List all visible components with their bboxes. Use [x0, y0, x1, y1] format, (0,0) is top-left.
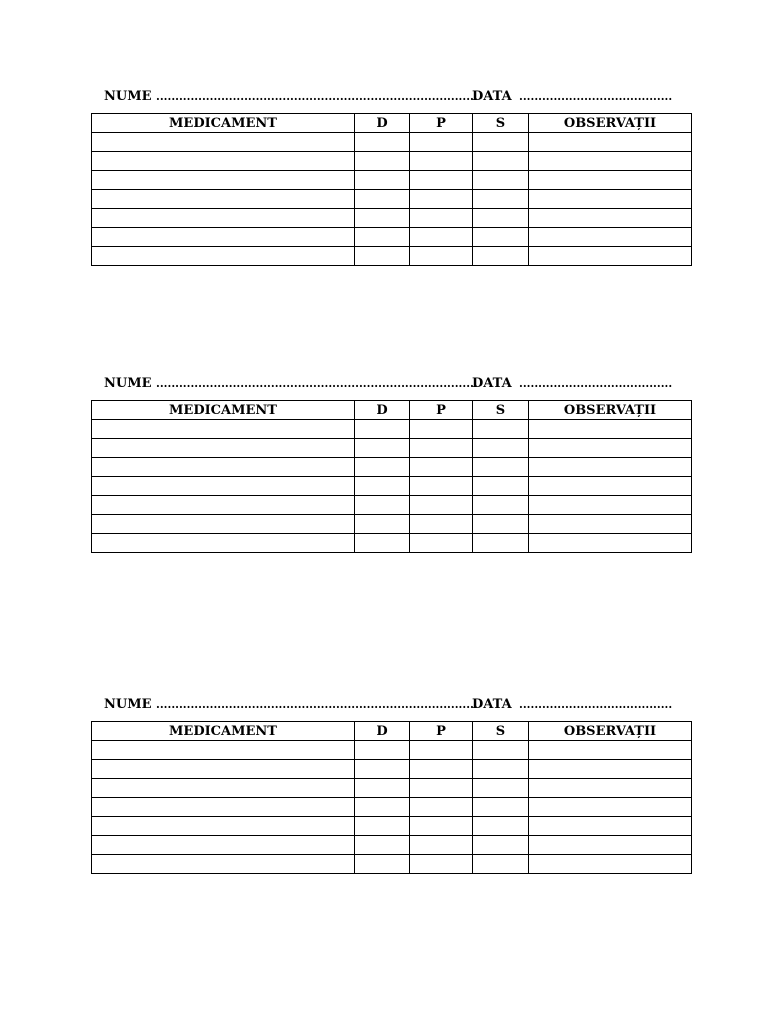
date-label: DATA [472, 697, 512, 712]
cell-p[interactable] [410, 855, 473, 874]
cell-d[interactable] [355, 458, 410, 477]
cell-observatii[interactable] [529, 439, 692, 458]
name-field[interactable]: .................................................................................... [156, 90, 478, 103]
cell-p[interactable] [410, 171, 473, 190]
cell-s[interactable] [473, 133, 529, 152]
date-field[interactable]: ........................................ [519, 377, 673, 390]
cell-medicament[interactable] [92, 741, 355, 760]
cell-d[interactable] [355, 760, 410, 779]
table-row [92, 171, 692, 190]
cell-p[interactable] [410, 760, 473, 779]
column-header-observatii: OBSERVAȚII [529, 401, 692, 420]
cell-medicament[interactable] [92, 133, 355, 152]
cell-medicament[interactable] [92, 477, 355, 496]
cell-s[interactable] [473, 439, 529, 458]
cell-observatii[interactable] [529, 798, 692, 817]
cell-s[interactable] [473, 247, 529, 266]
cell-observatii[interactable] [529, 458, 692, 477]
cell-p[interactable] [410, 152, 473, 171]
cell-observatii[interactable] [529, 247, 692, 266]
table-row [92, 515, 692, 534]
column-header-s: S [473, 722, 529, 741]
cell-p[interactable] [410, 515, 473, 534]
cell-s[interactable] [473, 420, 529, 439]
date-label: DATA [472, 376, 512, 391]
date-label: DATA [472, 89, 512, 104]
cell-observatii[interactable] [529, 534, 692, 553]
cell-medicament[interactable] [92, 855, 355, 874]
table-row [92, 209, 692, 228]
cell-s[interactable] [473, 228, 529, 247]
cell-d[interactable] [355, 420, 410, 439]
table-row [92, 247, 692, 266]
cell-p[interactable] [410, 817, 473, 836]
cell-p[interactable] [410, 534, 473, 553]
cell-s[interactable] [473, 171, 529, 190]
cell-d[interactable] [355, 779, 410, 798]
cell-observatii[interactable] [529, 190, 692, 209]
column-header-s: S [473, 401, 529, 420]
cell-medicament[interactable] [92, 171, 355, 190]
cell-s[interactable] [473, 741, 529, 760]
cell-p[interactable] [410, 439, 473, 458]
date-field[interactable]: ........................................ [519, 90, 673, 103]
cell-observatii[interactable] [529, 855, 692, 874]
medication-table [91, 113, 692, 266]
cell-observatii[interactable] [529, 760, 692, 779]
cell-s[interactable] [473, 534, 529, 553]
column-header-d: D [355, 722, 410, 741]
cell-s[interactable] [473, 209, 529, 228]
cell-s[interactable] [473, 760, 529, 779]
cell-d[interactable] [355, 534, 410, 553]
cell-medicament[interactable] [92, 836, 355, 855]
cell-s[interactable] [473, 817, 529, 836]
column-header-p: P [410, 114, 473, 133]
cell-medicament[interactable] [92, 152, 355, 171]
cell-p[interactable] [410, 190, 473, 209]
cell-medicament[interactable] [92, 420, 355, 439]
cell-p[interactable] [410, 420, 473, 439]
form-header [104, 374, 684, 394]
table-header-row [92, 114, 692, 133]
cell-d[interactable] [355, 439, 410, 458]
cell-s[interactable] [473, 477, 529, 496]
cell-observatii[interactable] [529, 152, 692, 171]
cell-s[interactable] [473, 190, 529, 209]
cell-s[interactable] [473, 515, 529, 534]
cell-medicament[interactable] [92, 779, 355, 798]
cell-d[interactable] [355, 228, 410, 247]
cell-observatii[interactable] [529, 477, 692, 496]
cell-d[interactable] [355, 515, 410, 534]
cell-d[interactable] [355, 817, 410, 836]
cell-observatii[interactable] [529, 209, 692, 228]
table-row [92, 817, 692, 836]
column-header-medicament: MEDICAMENT [92, 114, 355, 133]
cell-d[interactable] [355, 209, 410, 228]
cell-d[interactable] [355, 798, 410, 817]
cell-medicament[interactable] [92, 817, 355, 836]
cell-s[interactable] [473, 779, 529, 798]
column-header-medicament: MEDICAMENT [92, 722, 355, 741]
cell-medicament[interactable] [92, 228, 355, 247]
form-header [104, 87, 684, 107]
table-row [92, 741, 692, 760]
cell-p[interactable] [410, 458, 473, 477]
table-row [92, 534, 692, 553]
cell-medicament[interactable] [92, 190, 355, 209]
table-row [92, 798, 692, 817]
cell-p[interactable] [410, 477, 473, 496]
cell-d[interactable] [355, 496, 410, 515]
column-header-observatii: OBSERVAȚII [529, 722, 692, 741]
cell-d[interactable] [355, 133, 410, 152]
cell-d[interactable] [355, 190, 410, 209]
column-header-d: D [355, 114, 410, 133]
cell-d[interactable] [355, 836, 410, 855]
cell-observatii[interactable] [529, 171, 692, 190]
name-label: NUME [104, 697, 152, 712]
table-header-row [92, 722, 692, 741]
column-header-medicament: MEDICAMENT [92, 401, 355, 420]
table-row [92, 152, 692, 171]
cell-s[interactable] [473, 458, 529, 477]
column-header-d: D [355, 401, 410, 420]
name-label: NUME [104, 376, 152, 391]
cell-p[interactable] [410, 798, 473, 817]
column-header-p: P [410, 401, 473, 420]
cell-d[interactable] [355, 171, 410, 190]
cell-observatii[interactable] [529, 228, 692, 247]
cell-observatii[interactable] [529, 420, 692, 439]
table-row [92, 836, 692, 855]
cell-medicament[interactable] [92, 798, 355, 817]
cell-observatii[interactable] [529, 741, 692, 760]
date-field[interactable]: ........................................ [519, 698, 673, 711]
cell-d[interactable] [355, 152, 410, 171]
table-header-row [92, 401, 692, 420]
cell-medicament[interactable] [92, 458, 355, 477]
cell-d[interactable] [355, 741, 410, 760]
cell-d[interactable] [355, 247, 410, 266]
table-row [92, 458, 692, 477]
cell-p[interactable] [410, 496, 473, 515]
cell-medicament[interactable] [92, 534, 355, 553]
table-row [92, 496, 692, 515]
cell-medicament[interactable] [92, 515, 355, 534]
medication-table [91, 721, 692, 874]
column-header-s: S [473, 114, 529, 133]
cell-p[interactable] [410, 209, 473, 228]
cell-p[interactable] [410, 836, 473, 855]
table-row [92, 133, 692, 152]
cell-observatii[interactable] [529, 836, 692, 855]
cell-observatii[interactable] [529, 779, 692, 798]
table-row [92, 779, 692, 798]
cell-d[interactable] [355, 855, 410, 874]
cell-observatii[interactable] [529, 496, 692, 515]
table-row [92, 190, 692, 209]
cell-p[interactable] [410, 779, 473, 798]
cell-observatii[interactable] [529, 515, 692, 534]
table-row [92, 439, 692, 458]
cell-d[interactable] [355, 477, 410, 496]
cell-medicament[interactable] [92, 439, 355, 458]
cell-p[interactable] [410, 228, 473, 247]
table-row [92, 228, 692, 247]
cell-s[interactable] [473, 798, 529, 817]
cell-medicament[interactable] [92, 760, 355, 779]
cell-medicament[interactable] [92, 496, 355, 515]
name-field[interactable]: .................................................................................... [156, 698, 478, 711]
table-row [92, 760, 692, 779]
cell-s[interactable] [473, 855, 529, 874]
form-header [104, 695, 684, 715]
cell-s[interactable] [473, 152, 529, 171]
column-header-p: P [410, 722, 473, 741]
cell-p[interactable] [410, 133, 473, 152]
cell-p[interactable] [410, 741, 473, 760]
cell-medicament[interactable] [92, 247, 355, 266]
cell-s[interactable] [473, 496, 529, 515]
name-label: NUME [104, 89, 152, 104]
name-field[interactable]: .................................................................................... [156, 377, 478, 390]
table-row [92, 420, 692, 439]
column-header-observatii: OBSERVAȚII [529, 114, 692, 133]
cell-medicament[interactable] [92, 209, 355, 228]
cell-observatii[interactable] [529, 133, 692, 152]
table-row [92, 855, 692, 874]
cell-s[interactable] [473, 836, 529, 855]
table-row [92, 477, 692, 496]
cell-observatii[interactable] [529, 817, 692, 836]
medication-table [91, 400, 692, 553]
cell-p[interactable] [410, 247, 473, 266]
